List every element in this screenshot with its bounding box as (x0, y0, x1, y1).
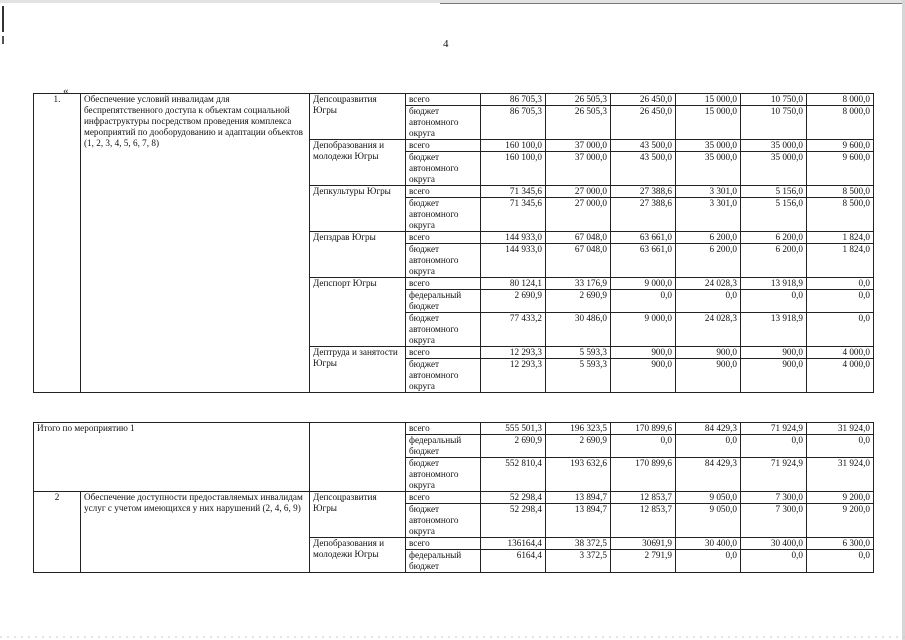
cell-value: 15 000,0 (676, 106, 741, 140)
cell-value: 8 500,0 (807, 198, 874, 232)
cell-value: 10 750,0 (741, 106, 807, 140)
cell-value: 0,0 (807, 435, 874, 458)
cell-value: 8 000,0 (807, 106, 874, 140)
cell-value: 0,0 (741, 290, 807, 313)
scan-edge-line (440, 3, 905, 4)
cell-value: 33 176,9 (546, 278, 611, 290)
cell-value: 35 000,0 (676, 152, 741, 186)
cell-value: 13 918,9 (741, 278, 807, 290)
cell-value: 552 810,4 (481, 458, 546, 492)
cell-value: 6 200,0 (741, 244, 807, 278)
cell-value: 9 200,0 (807, 504, 874, 538)
cell-value: 900,0 (611, 347, 676, 359)
cell-value: 1 824,0 (807, 232, 874, 244)
executor: Депобразования и молодежи Югры (310, 140, 406, 186)
cell-value: 9 600,0 (807, 152, 874, 186)
cell-value: 24 028,3 (676, 313, 741, 347)
cell-value: 13 918,9 (741, 313, 807, 347)
cell-value: 71 924,9 (741, 423, 807, 435)
cell-value: 13 894,7 (546, 504, 611, 538)
cell-value: 900,0 (676, 359, 741, 393)
source: федеральный бюджет (406, 290, 481, 313)
cell-value: 0,0 (807, 313, 874, 347)
table-row (34, 94, 874, 106)
source: всего (406, 186, 481, 198)
funding-table (33, 93, 874, 393)
cell-value: 2 690,9 (546, 435, 611, 458)
cell-value: 35 000,0 (741, 140, 807, 152)
executor: Депсоцразвития Югры (310, 94, 406, 140)
table-row (34, 492, 874, 504)
cell-value: 35 000,0 (676, 140, 741, 152)
cell-value: 43 500,0 (611, 152, 676, 186)
cell-value: 26 505,3 (546, 106, 611, 140)
source: бюджет автономного округа (406, 198, 481, 232)
cell-value: 0,0 (807, 550, 874, 573)
cell-value: 12 853,7 (611, 504, 676, 538)
cell-value: 86 705,3 (481, 106, 546, 140)
cell-value: 7 300,0 (741, 492, 807, 504)
cell-value: 10 750,0 (741, 94, 807, 106)
cell-value: 67 048,0 (546, 232, 611, 244)
cell-value: 38 372,5 (546, 538, 611, 550)
cell-value: 0,0 (741, 435, 807, 458)
cell-value: 9 200,0 (807, 492, 874, 504)
cell-value: 84 429,3 (676, 423, 741, 435)
cell-value: 12 293,3 (481, 359, 546, 393)
cell-value: 6 300,0 (807, 538, 874, 550)
cell-value: 2 690,9 (546, 290, 611, 313)
cell-value: 9 000,0 (611, 313, 676, 347)
cell-value: 900,0 (676, 347, 741, 359)
cell-value: 0,0 (676, 550, 741, 573)
source: бюджет автономного округа (406, 244, 481, 278)
table-row (34, 423, 874, 435)
cell-value: 0,0 (807, 290, 874, 313)
cell-value: 0,0 (611, 435, 676, 458)
cell-value: 67 048,0 (546, 244, 611, 278)
cell-value: 24 028,3 (676, 278, 741, 290)
cell-value: 30 400,0 (676, 538, 741, 550)
measure-number: 1. (34, 94, 81, 393)
measure-number: 2 (34, 492, 81, 573)
cell-value: 26 450,0 (611, 106, 676, 140)
cell-value: 13 894,7 (546, 492, 611, 504)
cell-value: 196 323,5 (546, 423, 611, 435)
cell-value: 30 486,0 (546, 313, 611, 347)
source: федеральный бюджет (406, 435, 481, 458)
cell-value: 193 632,6 (546, 458, 611, 492)
scan-edge-mark (2, 6, 4, 32)
cell-value: 555 501,3 (481, 423, 546, 435)
cell-value: 170 899,6 (611, 458, 676, 492)
measure-name: Обеспечение условий инвалидам для беспрепятственного доступа к объектам социальной инфраструктуры посредством проведения комплекса мероприятий по дооборудованию и адаптации объектов (1, 2, 3, 4, 5, 6, 7, 8) (81, 94, 310, 393)
source: бюджет автономного округа (406, 106, 481, 140)
cell-value: 9 050,0 (676, 492, 741, 504)
cell-value: 52 298,4 (481, 492, 546, 504)
cell-value: 35 000,0 (741, 152, 807, 186)
cell-value: 2 690,9 (481, 435, 546, 458)
cell-value: 3 372,5 (546, 550, 611, 573)
scan-edge-mark-small (2, 36, 4, 44)
cell-value: 6 200,0 (676, 244, 741, 278)
cell-value: 160 100,0 (481, 152, 546, 186)
cell-value: 170 899,6 (611, 423, 676, 435)
source: всего (406, 140, 481, 152)
cell-value: 4 000,0 (807, 347, 874, 359)
cell-value: 27 000,0 (546, 198, 611, 232)
cell-value: 0,0 (611, 290, 676, 313)
cell-value: 71 345,6 (481, 198, 546, 232)
cell-value: 30691,9 (611, 538, 676, 550)
cell-value: 5 156,0 (741, 198, 807, 232)
cell-value: 900,0 (741, 347, 807, 359)
cell-value: 52 298,4 (481, 504, 546, 538)
cell-value: 900,0 (611, 359, 676, 393)
measure-name: Обеспечение доступности предоставляемых инвалидам услуг с учетом имеющихся у них нарушений (2, 4, 6, 9) (81, 492, 310, 573)
cell-value: 6 200,0 (676, 232, 741, 244)
cell-value: 63 661,0 (611, 232, 676, 244)
cell-value: 3 301,0 (676, 186, 741, 198)
cell-value: 0,0 (807, 278, 874, 290)
cell-value: 144 933,0 (481, 232, 546, 244)
page-number: 4 (443, 38, 449, 50)
cell-value: 0,0 (676, 435, 741, 458)
total-label: Итого по мероприятию 1 (34, 423, 310, 492)
source: бюджет автономного округа (406, 152, 481, 186)
executor: Депкультуры Югры (310, 186, 406, 232)
cell-value: 77 433,2 (481, 313, 546, 347)
cell-value: 84 429,3 (676, 458, 741, 492)
source: всего (406, 492, 481, 504)
empty-cell (310, 423, 406, 492)
source: бюджет автономного округа (406, 359, 481, 393)
cell-value: 2 690,9 (481, 290, 546, 313)
cell-value: 26 450,0 (611, 94, 676, 106)
cell-value: 1 824,0 (807, 244, 874, 278)
source: всего (406, 538, 481, 550)
cell-value: 136164,4 (481, 538, 546, 550)
cell-value: 71 924,9 (741, 458, 807, 492)
cell-value: 5 593,3 (546, 347, 611, 359)
cell-value: 15 000,0 (676, 94, 741, 106)
cell-value: 63 661,0 (611, 244, 676, 278)
cell-value: 8 500,0 (807, 186, 874, 198)
cell-value: 26 505,3 (546, 94, 611, 106)
cell-value: 0,0 (741, 550, 807, 573)
cell-value: 0,0 (676, 290, 741, 313)
cell-value: 80 124,1 (481, 278, 546, 290)
cell-value: 4 000,0 (807, 359, 874, 393)
cell-value: 900,0 (741, 359, 807, 393)
cell-value: 37 000,0 (546, 140, 611, 152)
cell-value: 30 400,0 (741, 538, 807, 550)
cell-value: 9 000,0 (611, 278, 676, 290)
cell-value: 9 050,0 (676, 504, 741, 538)
source: бюджет автономного округа (406, 458, 481, 492)
source: бюджет автономного округа (406, 504, 481, 538)
cell-value: 43 500,0 (611, 140, 676, 152)
cell-value: 5 156,0 (741, 186, 807, 198)
cell-value: 144 933,0 (481, 244, 546, 278)
cell-value: 31 924,0 (807, 423, 874, 435)
executor: Дептруда и занятости Югры (310, 347, 406, 393)
funding-table-continued (33, 422, 874, 573)
cell-value: 2 791,9 (611, 550, 676, 573)
cell-value: 12 853,7 (611, 492, 676, 504)
cell-value: 86 705,3 (481, 94, 546, 106)
executor: Депсоцразвития Югры (310, 492, 406, 538)
source: бюджет автономного округа (406, 313, 481, 347)
cell-value: 27 388,6 (611, 198, 676, 232)
cell-value: 27 388,6 (611, 186, 676, 198)
opening-quote-mark: « (63, 85, 69, 97)
cell-value: 9 600,0 (807, 140, 874, 152)
cell-value: 27 000,0 (546, 186, 611, 198)
source: всего (406, 347, 481, 359)
executor: Депобразования и молодежи Югры (310, 538, 406, 573)
cell-value: 71 345,6 (481, 186, 546, 198)
cell-value: 160 100,0 (481, 140, 546, 152)
executor: Депспорт Югры (310, 278, 406, 347)
source: всего (406, 94, 481, 106)
scan-edge-bottom (0, 630, 905, 640)
cell-value: 5 593,3 (546, 359, 611, 393)
cell-value: 6 200,0 (741, 232, 807, 244)
cell-value: 7 300,0 (741, 504, 807, 538)
source: всего (406, 423, 481, 435)
cell-value: 37 000,0 (546, 152, 611, 186)
source: всего (406, 232, 481, 244)
cell-value: 3 301,0 (676, 198, 741, 232)
source: всего (406, 278, 481, 290)
executor: Депздрав Югры (310, 232, 406, 278)
cell-value: 31 924,0 (807, 458, 874, 492)
cell-value: 8 000,0 (807, 94, 874, 106)
cell-value: 12 293,3 (481, 347, 546, 359)
cell-value: 6164,4 (481, 550, 546, 573)
source: федеральный бюджет (406, 550, 481, 573)
